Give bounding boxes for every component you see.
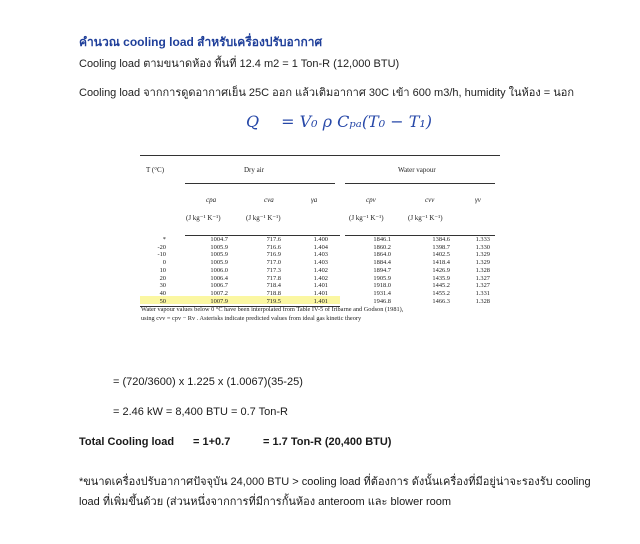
table-cell: 1384.6	[432, 236, 450, 243]
table-cell: 1.328	[475, 297, 490, 305]
table-cell: 1.402	[313, 266, 328, 274]
formula-lhs: Q	[246, 112, 260, 131]
table-cell: 1.402	[313, 274, 328, 282]
table-top-rule	[140, 155, 500, 156]
table-cell: 717.6	[266, 236, 281, 243]
table-cell: 716.9	[266, 251, 281, 259]
col-cpv	[363, 236, 391, 305]
cva-header: cva	[264, 196, 274, 204]
air-exchange-load-line: Cooling load จากการดูดอากาศเย็น 25C ออก แล้วเติมอากาศ 30C เข้า 600 m3/h, humidity ในห้อง = นอก	[79, 87, 575, 99]
table-cell: 1006.7	[210, 282, 228, 290]
table-cell: 1.329	[475, 251, 490, 259]
table-cell: 1.327	[475, 274, 490, 282]
formula-rhs: = V₀ ρ Cₚₐ(T₀ − T₁)	[281, 112, 433, 131]
calc-step-2: = 2.46 kW = 8,400 BTU = 0.7 Ton-R	[113, 406, 288, 418]
footnote-line-2: load ที่เพิ่มขึ้นด้วย (ส่วนหนึ่งจากการที่มีการกั้นห้อง anteroom และ blower room	[79, 496, 452, 508]
calc-step-1: = (720/3600) x 1.225 x (1.0067)(35-25)	[113, 376, 303, 388]
col-cpa	[200, 236, 228, 305]
table-cell: 1435.9	[432, 274, 450, 282]
total-expression: = 1+0.7	[193, 436, 231, 448]
table-cell: 1.333	[475, 236, 490, 243]
table-cell: 718.8	[266, 289, 281, 297]
table-cell: -10	[157, 251, 166, 259]
table-cell: 1905.9	[373, 274, 391, 282]
table-cell: 1466.3	[432, 297, 450, 305]
table-cell: 10	[159, 266, 166, 274]
cpa-units: (J kg⁻¹ K⁻¹)	[186, 214, 221, 222]
cpa-header: cpa	[206, 196, 217, 204]
table-cell: 1.404	[313, 243, 328, 251]
table-cell: 1946.8	[373, 297, 391, 305]
table-cell: 1007.2	[210, 289, 228, 297]
table-cell: 0	[162, 259, 166, 267]
table-cell: 717.3	[266, 266, 281, 274]
water-vapour-header: Water vapour	[398, 166, 436, 174]
gamma-v-header: γv	[475, 196, 481, 204]
table-cell: 1402.5	[432, 251, 450, 259]
table-cell: 1004.7	[210, 236, 228, 243]
table-cell: 1931.4	[373, 289, 391, 297]
table-cell: 1846.1	[373, 236, 391, 243]
table-cell: 1426.9	[432, 266, 450, 274]
table-cell: 1007.9	[210, 297, 228, 305]
col-cvv	[422, 236, 450, 305]
table-note-2: using cvv = cpv − Rv . Asterisks indicate predicted values from ideal gas kinetic theory	[141, 315, 362, 322]
gamma-a-header: γa	[311, 196, 318, 204]
table-cell: *	[162, 236, 166, 243]
table-cell: 1.330	[475, 243, 490, 251]
table-cell: 1.403	[313, 251, 328, 259]
table-cell: 1418.4	[432, 259, 450, 267]
table-cell: 1918.0	[373, 282, 391, 290]
table-cell: 1.331	[475, 289, 490, 297]
table-cell: 1.401	[313, 297, 328, 305]
table-cell: 1005.9	[210, 259, 228, 267]
cvv-header: cvv	[425, 196, 435, 204]
table-cell: 1398.7	[432, 243, 450, 251]
total-label: Total Cooling load	[79, 436, 175, 448]
table-cell: 1.403	[313, 259, 328, 267]
cvv-units: (J kg⁻¹ K⁻¹)	[408, 214, 443, 222]
table-cell: 1884.4	[373, 259, 391, 267]
table-cell: 1006.4	[210, 274, 228, 282]
table-cell: 1.327	[475, 282, 490, 290]
cpv-header: cpv	[366, 196, 376, 204]
col-temperature	[140, 236, 166, 305]
water-vapour-rule	[345, 183, 495, 184]
table-cell: 1445.2	[432, 282, 450, 290]
table-cell: 1005.9	[210, 251, 228, 259]
col-gamma-a	[306, 236, 328, 305]
footnote-line-1: *ขนาดเครื่องปรับอากาศปัจจุบัน 24,000 BTU > cooling load ที่ต้องการ ดังนั้นเครื่องที่มีอยู่น่าจะรองรับ cooling	[79, 476, 591, 488]
table-cell: 717.0	[266, 259, 281, 267]
table-cell: 50	[159, 297, 166, 305]
cpv-units: (J kg⁻¹ K⁻¹)	[349, 214, 384, 222]
specific-heat-table	[140, 153, 500, 353]
col-gamma-v	[468, 236, 490, 305]
temperature-header: T (°C)	[146, 166, 165, 174]
table-cell: 719.5	[266, 297, 281, 305]
table-cell: 40	[159, 289, 166, 297]
table-cell: 1864.0	[373, 251, 391, 259]
dry-air-header: Dry air	[244, 166, 265, 174]
total-result: = 1.7 Ton-R (20,400 BTU)	[263, 436, 392, 448]
table-cell: 1.401	[313, 282, 328, 290]
table-cell: 718.4	[266, 282, 281, 290]
table-cell: -20	[157, 243, 166, 251]
table-note-1: Water vapour values below 0 °C have been interpolated from Table IV-5 of Iribarne and Godson (1981),	[141, 306, 404, 313]
table-cell: 1006.0	[210, 266, 228, 274]
table-cell: 1.329	[475, 259, 490, 267]
table-cell: 1894.7	[373, 266, 391, 274]
table-cell: 1860.2	[373, 243, 391, 251]
dry-air-rule	[185, 183, 335, 184]
col-cva	[257, 236, 281, 305]
table-cell: 1.400	[313, 236, 328, 243]
table-cell: 1.328	[475, 266, 490, 274]
table-cell: 1.401	[313, 289, 328, 297]
heat-formula	[246, 112, 432, 131]
table-cell: 1005.9	[210, 243, 228, 251]
page-heading: คำนวณ cooling load สำหรับเครื่องปรับอากาศ	[79, 35, 323, 49]
table-cell: 20	[159, 274, 166, 282]
table-cell: 1455.2	[432, 289, 450, 297]
table-cell: 30	[159, 282, 166, 290]
cva-units: (J kg⁻¹ K⁻¹)	[246, 214, 281, 222]
table-cell: 716.6	[266, 243, 281, 251]
table-cell: 717.8	[266, 274, 281, 282]
room-size-load-line: Cooling load ตามขนาดห้อง พื้นที่ 12.4 m2 = 1 Ton-R (12,000 BTU)	[79, 58, 400, 70]
